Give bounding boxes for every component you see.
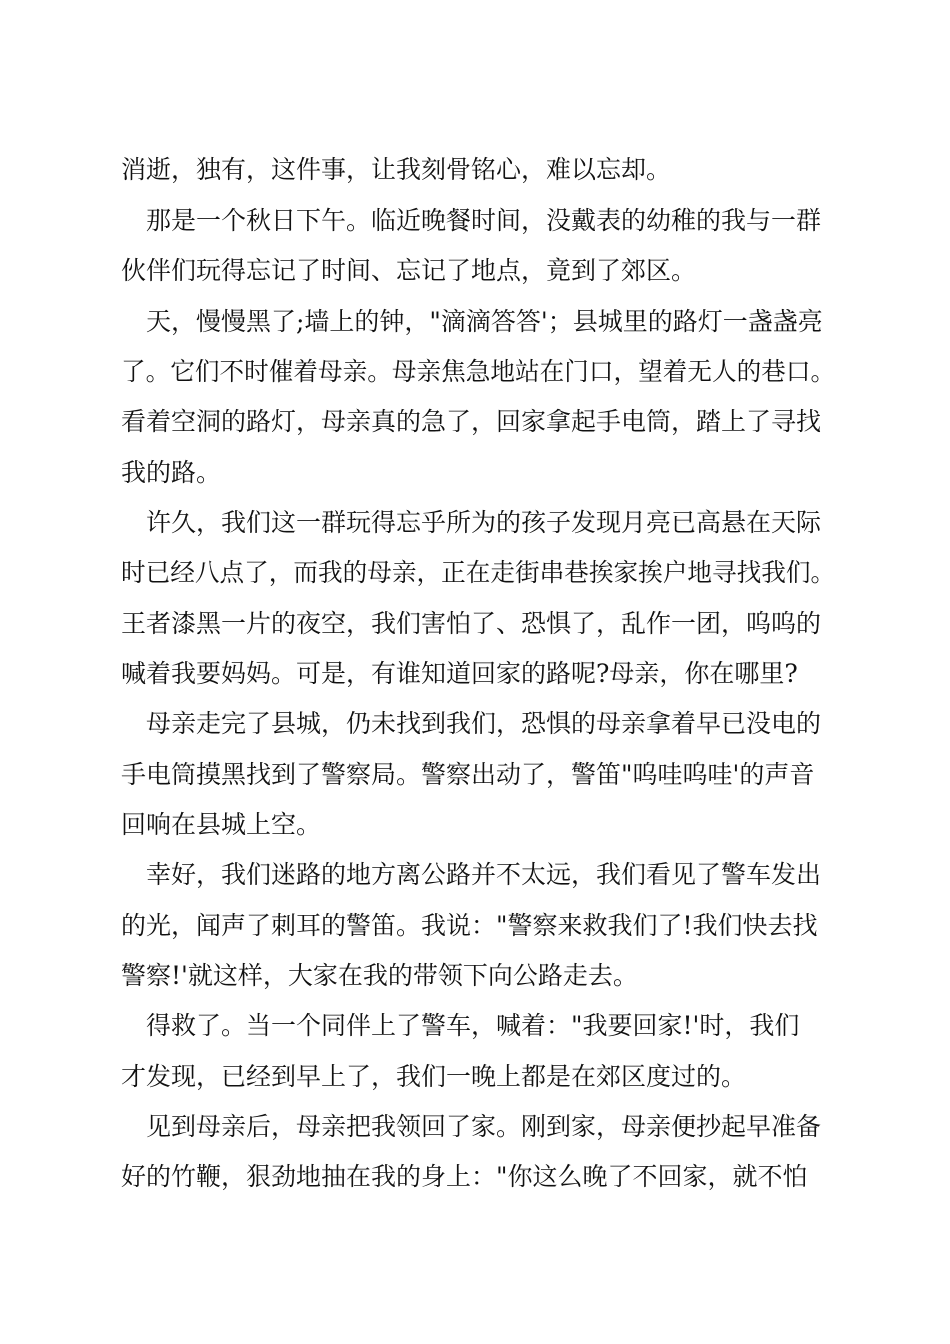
text-line <box>0 805 950 845</box>
line-text: 得救了。当一个同伴上了警车，喊着："我要回家!'时，我们 <box>146 1011 800 1040</box>
text-line <box>0 906 950 946</box>
text-line <box>0 956 950 996</box>
line-text: 时已经八点了，而我的母亲，正在走街串巷挨家挨户地寻找我们。 <box>121 558 836 587</box>
text-line <box>0 704 950 744</box>
text-line <box>0 352 950 392</box>
line-text: 幸好，我们迷路的地方离公路并不太远，我们看见了警车发出 <box>146 860 822 889</box>
line-text: 母亲走完了县城，仍未找到我们，恐惧的母亲拿着早已没电的 <box>146 709 822 738</box>
line-text: 才发现，已经到早上了，我们一晚上都是在郊区度过的。 <box>121 1062 747 1091</box>
text-line <box>0 1157 950 1197</box>
line-text: 天，慢慢黑了;墙上的钟，"滴滴答答'；县城里的路灯一盏盏亮 <box>146 307 823 336</box>
text-line <box>0 302 950 342</box>
line-text: 伙伴们玩得忘记了时间、忘记了地点，竟到了郊区。 <box>121 256 697 285</box>
text-line <box>0 503 950 543</box>
line-text: 了。它们不时催着母亲。母亲焦急地站在门口，望着无人的巷口。 <box>121 357 836 386</box>
line-text: 手电筒摸黑找到了警察局。警察出动了，警笛"呜哇呜哇'的声音 <box>121 760 815 789</box>
line-text: 消逝，独有，这件事，让我刻骨铭心，难以忘却。 <box>121 155 672 184</box>
line-text: 王者漆黑一片的夜空，我们害怕了、恐惧了，乱作一团，呜呜的 <box>121 609 822 638</box>
line-text: 的光，闻声了刺耳的警笛。我说："警察来救我们了!我们快去找 <box>121 911 818 940</box>
text-line <box>0 201 950 241</box>
line-text: 喊着我要妈妈。可是，有谁知道回家的路呢?母亲，你在哪里? <box>121 659 798 688</box>
text-line <box>0 755 950 795</box>
line-text: 我的路。 <box>121 458 222 487</box>
line-text: 回响在县城上空。 <box>121 810 322 839</box>
line-text: 见到母亲后，母亲把我领回了家。刚到家，母亲便抄起早准备 <box>146 1112 822 1141</box>
text-line <box>0 855 950 895</box>
text-line <box>0 553 950 593</box>
text-line <box>0 251 950 291</box>
text-line <box>0 1107 950 1147</box>
text-line <box>0 453 950 493</box>
text-line <box>0 1006 950 1046</box>
text-line <box>0 654 950 694</box>
text-line <box>0 402 950 442</box>
line-text: 警察!'就这样，大家在我的带领下向公路走去。 <box>121 961 638 990</box>
text-line <box>0 604 950 644</box>
line-text: 那是一个秋日下午。临近晚餐时间，没戴表的幼稚的我与一群 <box>146 206 822 235</box>
text-line <box>0 150 950 190</box>
line-text: 好的竹鞭，狠劲地抽在我的身上："你这么晚了不回家，就不怕 <box>121 1162 808 1191</box>
line-text: 看着空洞的路灯，母亲真的急了，回家拿起手电筒，踏上了寻找 <box>121 407 822 436</box>
text-line <box>0 1057 950 1097</box>
line-text: 许久，我们这一群玩得忘乎所为的孩子发现月亮已高悬在天际 <box>146 508 822 537</box>
